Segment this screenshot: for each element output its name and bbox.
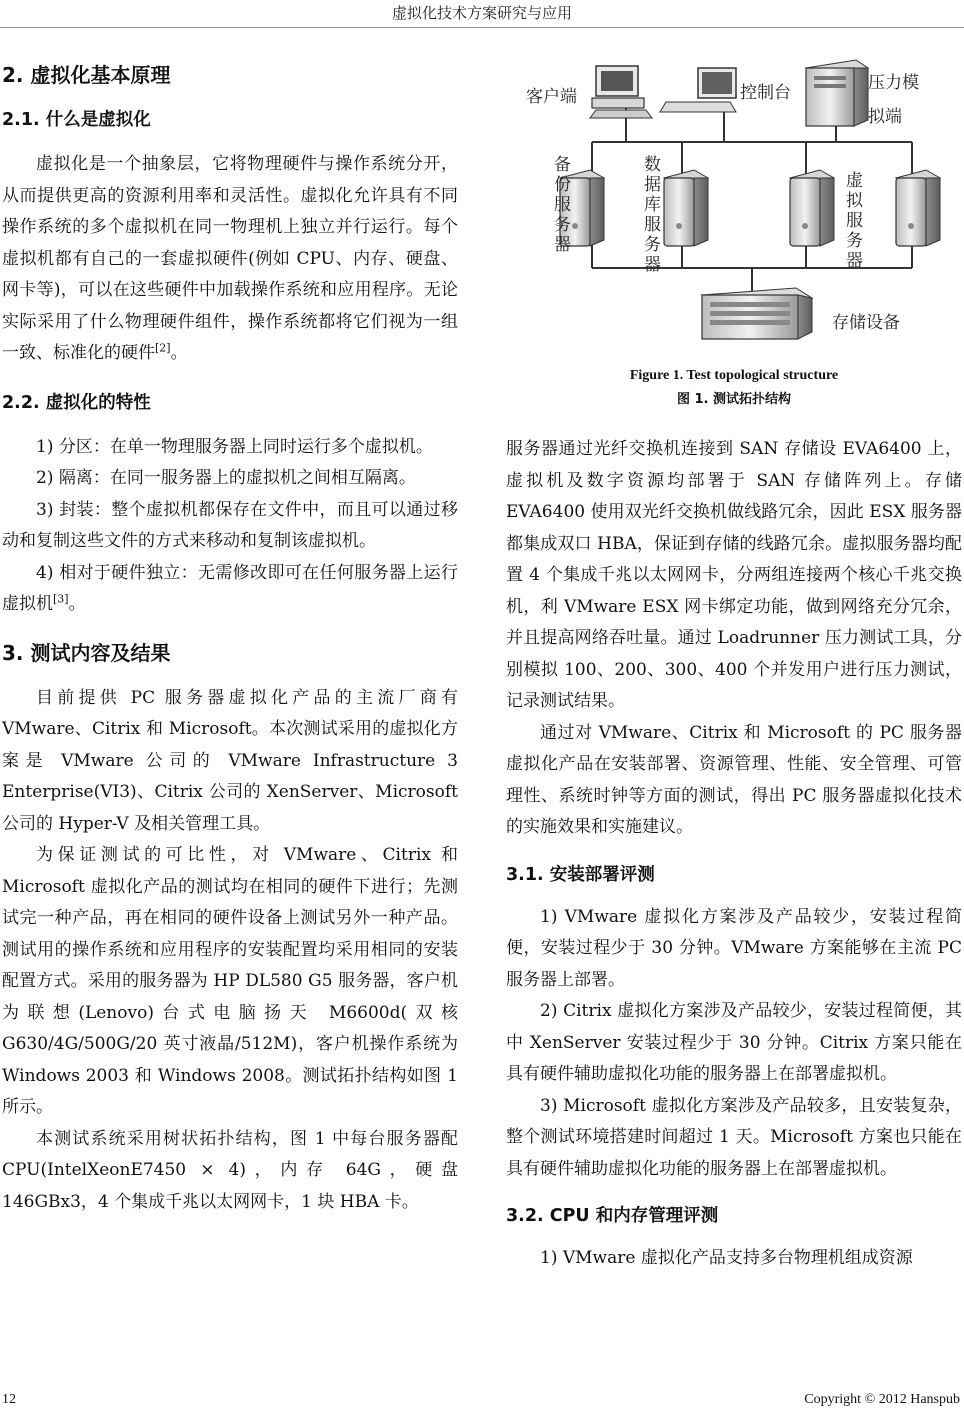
storage-label: 存储设备 xyxy=(832,313,900,333)
install-item-3: 3) Microsoft 虚拟化方案涉及产品较多，且安装复杂，整个测试环境搭建时间超过 1 天。Microsoft 方案也只能在具有硬件辅助虚拟化功能的服务器上在部署虚拟机。 xyxy=(506,1095,962,1179)
svg-text:份: 份 xyxy=(554,175,571,195)
virtual-server-2-icon xyxy=(896,170,940,246)
svg-text:备: 备 xyxy=(554,155,571,175)
feature-item-4: 4) 相对于硬件独立：无需修改即可在任何服务器上运行虚拟机[3]。 xyxy=(2,562,458,614)
db-server-icon xyxy=(664,170,708,246)
load-simulator-label-2: 拟端 xyxy=(868,107,902,127)
left-column xyxy=(2,55,458,1218)
section-3-paragraph-2: 为保证测试的可比性，对 VMware、Citrix 和 Microsoft 虚拟化产品的测试均在相同的硬件下进行；先测试完一种产品，再在相同的硬件设备上测试另外一种产品。测试用的操作系统和应用程序的安装配置均采用相同的安装配置方式。采用的服务器为 HP DL580 G5 服务器，客户机为联想(Lenovo)台式电脑扬天 M6600d(双核 G630/4G/500G/20 英寸液晶/512M)，客户机操作系统为 Windows 2003 和 Windows 2008。测试拓扑结构如图 1 所示。 xyxy=(2,845,458,1117)
topology-diagram xyxy=(506,50,962,365)
page-number: 12 xyxy=(2,1392,16,1407)
section-3-2-heading: 3.2. CPU 和内存管理评测 xyxy=(506,1206,719,1226)
svg-text:服: 服 xyxy=(846,211,863,231)
svg-text:务: 务 xyxy=(644,235,661,255)
figure-caption-en: Figure 1. Test topological structure xyxy=(629,368,839,383)
virtual-server-1-icon xyxy=(790,170,834,246)
load-simulator-label-1: 压力模 xyxy=(868,73,919,93)
right-paragraph-1: 服务器通过光纤交换机连接到 SAN 存储设 EVA6400 上，虚拟机及数字资源均部署于 SAN 存储阵列上。存储 EVA6400 使用双光纤交换机做线路冗余，因此 ESX 服务器都集成双口 HBA，保证到存储的线路冗余。虚拟服务器均配置 4 个集成千兆以太网网卡，分两组连接两个核心千兆交换机，利 VMware ESX 网卡绑定功能，做到网络充分冗余，并且提高网络吞吐量。通过 Loadrunner 压力测试工具，分别模拟 100、200、300、400 个并发用户进行压力测试，记录测试结果。 xyxy=(506,439,962,711)
feature-item-3: 3) 封装：整个虚拟机都保存在文件中，而且可以通过移动和复制这些文件的方式来移动和复制该虚拟机。 xyxy=(2,499,458,551)
header-rule xyxy=(0,27,964,28)
install-item-1: 1) VMware 虚拟化方案涉及产品较少，安装过程简便，安装过程少于 30 分钟。VMware 方案能够在主流 PC 服务器上部署。 xyxy=(506,906,962,990)
citation-ref: [3] xyxy=(53,592,69,606)
right-paragraph-2: 通过对 VMware、Citrix 和 Microsoft 的 PC 服务器虚拟化产品在安装部署、资源管理、性能、安全管理、可管理性、系统时钟等方面的测试，得出 PC 服务器虚拟化技术的实施效果和实施建议。 xyxy=(506,722,962,837)
svg-text:器: 器 xyxy=(644,255,661,275)
topology-figure xyxy=(506,50,962,410)
section-3-paragraph-3: 本测试系统采用树状拓扑结构，图 1 中每台服务器配 CPU(IntelXeonE7450 × 4)，内存 64G，硬盘 146GBx3，4 个集成千兆以太网网卡，1 块 HBA 卡。 xyxy=(2,1128,458,1212)
load-simulator-server-icon xyxy=(806,60,868,126)
db-server-label xyxy=(644,155,661,275)
network-lines xyxy=(592,105,912,295)
svg-text:据: 据 xyxy=(644,175,661,195)
feature-item-2: 2) 隔离：在同一服务器上的虚拟机之间相互隔离。 xyxy=(36,468,416,488)
svg-text:服: 服 xyxy=(644,215,661,235)
cpu-memory-item-1: 1) VMware 虚拟化产品支持多台物理机组成资源 xyxy=(540,1248,913,1268)
svg-text:器: 器 xyxy=(846,251,863,271)
svg-text:器: 器 xyxy=(554,235,571,255)
client-computer-icon xyxy=(590,66,652,118)
section-3-paragraph-1: 目前提供 PC 服务器虚拟化产品的主流厂商有 VMware、Citrix 和 Microsoft。本次测试采用的虚拟化方案是 VMware 公司的 VMware Infrastructure 3 Enterprise(VI3)、Citrix 公司的 XenServer、Microsoft 公司的 Hyper-V 及相关管理工具。 xyxy=(2,687,458,834)
svg-text:拟: 拟 xyxy=(846,191,863,211)
client-label: 客户端 xyxy=(526,87,577,107)
console-label: 控制台 xyxy=(740,83,791,103)
feature-item-1: 1) 分区：在单一物理服务器上同时运行多个虚拟机。 xyxy=(36,436,433,457)
figure-caption-zh: 图 1. 测试拓扑结构 xyxy=(676,392,792,407)
console-computer-icon xyxy=(660,68,736,112)
section-2-1-heading: 2.1. 什么是虚拟化 xyxy=(2,110,151,130)
storage-device-icon xyxy=(702,288,812,339)
backup-server-label xyxy=(554,155,571,255)
svg-text:务: 务 xyxy=(554,215,571,235)
section-3-1-heading: 3.1. 安装部署评测 xyxy=(506,864,655,885)
svg-text:服: 服 xyxy=(554,195,571,215)
virtual-server-label xyxy=(846,171,864,271)
section-2-1-paragraph: 虚拟化是一个抽象层，它将物理硬件与操作系统分开，从而提供更高的资源利用率和灵活性。虚拟化允许具有不同操作系统的多个虚拟机在同一物理机上独立并行运行。每个虚拟机都有自己的一套虚拟硬件(例如 CPU、内存、硬盘、网卡等)，可以在这些硬件中加载操作系统和应用程序。无论实际采用了什么物理硬件组件，操作系统都将它们视为一组一致、标准化的硬件[2]。 xyxy=(2,154,458,363)
section-3-heading: 3. 测试内容及结果 xyxy=(2,640,171,665)
svg-text:虚: 虚 xyxy=(846,171,863,191)
install-item-2: 2) Citrix 虚拟化方案涉及产品较少，安装过程简便，其中 XenServer 安装过程少于 30 分钟。Citrix 方案只能在具有硬件辅助虚拟化功能的服务器上在部署虚拟机。 xyxy=(506,1001,962,1084)
running-header: 虚拟化技术方案研究与应用 xyxy=(391,4,572,22)
citation-ref: [2] xyxy=(155,341,171,355)
right-column xyxy=(506,434,962,1275)
section-2-2-heading: 2.2. 虚拟化的特性 xyxy=(2,392,151,413)
svg-text:数: 数 xyxy=(644,155,661,175)
svg-text:库: 库 xyxy=(644,195,661,215)
section-2-heading: 2. 虚拟化基本原理 xyxy=(2,63,171,87)
copyright: Copyright © 2012 Hanspub xyxy=(804,1392,960,1407)
svg-text:务: 务 xyxy=(846,231,863,251)
